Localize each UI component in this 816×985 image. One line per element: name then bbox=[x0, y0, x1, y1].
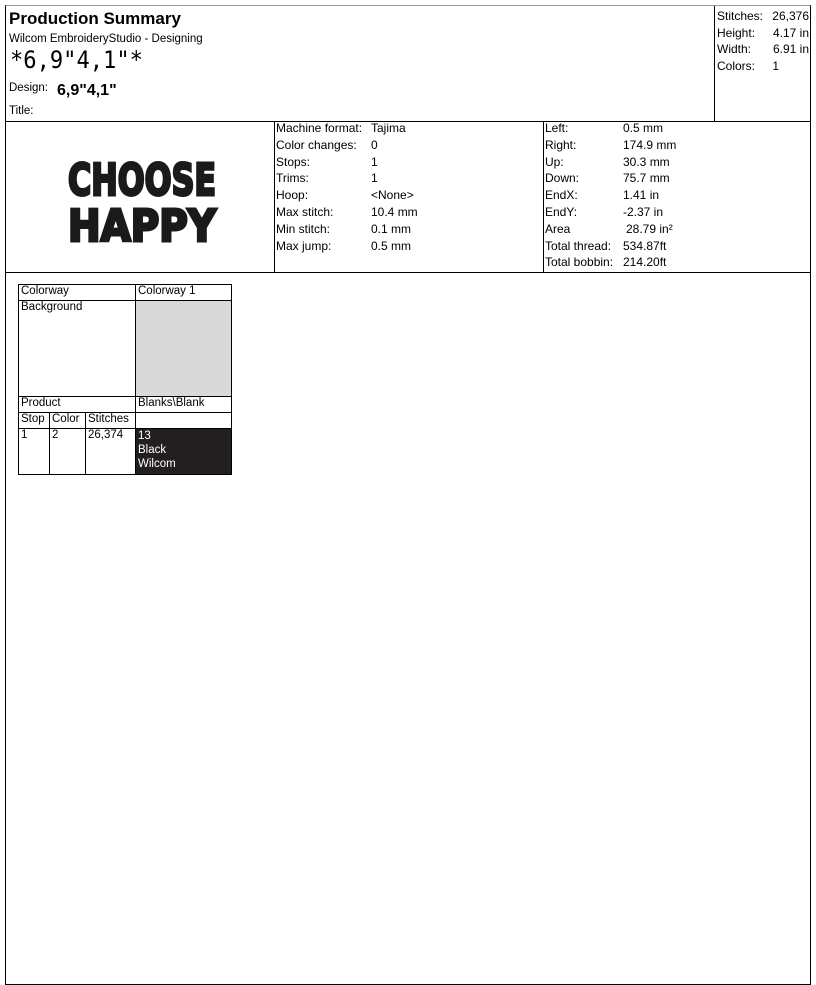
info-row: Max stitch: 10.4 mm bbox=[276, 204, 418, 219]
column-header: Stop bbox=[19, 413, 50, 429]
design-name: 6,9"4,1" bbox=[57, 82, 117, 99]
stats-divider bbox=[714, 6, 715, 122]
background-label: Background bbox=[19, 301, 136, 397]
extents-info bbox=[545, 120, 676, 271]
info-row: Color changes: 0 bbox=[276, 137, 378, 152]
stats-box bbox=[717, 8, 809, 74]
background-swatch bbox=[136, 301, 232, 397]
column-header-empty bbox=[136, 413, 232, 429]
production-summary-page bbox=[5, 5, 811, 985]
stat-width: Width: 6.91 in bbox=[717, 42, 809, 56]
table-row bbox=[19, 429, 232, 475]
machine-info bbox=[276, 120, 418, 254]
product-row bbox=[19, 397, 232, 413]
colorway-table bbox=[18, 284, 232, 475]
stat-colors: Colors: 1 bbox=[717, 58, 779, 73]
stop-cell: 1 bbox=[19, 429, 50, 475]
stitches-cell: 26,374 bbox=[86, 429, 136, 475]
product-label: Product bbox=[19, 397, 136, 413]
extent-row: Left: 0.5 mm bbox=[545, 121, 664, 135]
extent-row: Total bobbin: 214.20ft bbox=[545, 255, 667, 270]
report-title: Production Summary bbox=[9, 9, 181, 28]
info-row: Max jump: 0.5 mm bbox=[276, 238, 412, 253]
info-row: Trims: 1 bbox=[276, 171, 378, 186]
colorway-name: Colorway 1 bbox=[136, 285, 232, 301]
extent-row: Down: 75.7 mm bbox=[545, 171, 670, 186]
extent-row: Area 28.79 in² bbox=[545, 221, 673, 236]
stat-height: Height: 4.17 in bbox=[717, 25, 809, 40]
thumb-line-2: HAPPY bbox=[68, 201, 218, 252]
product-value: Blanks\Blank bbox=[136, 397, 232, 413]
column-header: Color bbox=[50, 413, 86, 429]
info-row: Min stitch: 0.1 mm bbox=[276, 221, 412, 236]
thumb-divider bbox=[274, 121, 275, 273]
info-row: Stops: 1 bbox=[276, 154, 378, 169]
column-header-row bbox=[19, 413, 232, 429]
extent-row: Total thread: 534.87ft bbox=[545, 238, 667, 253]
software-name: Wilcom EmbroideryStudio - Designing bbox=[9, 33, 203, 45]
info-row: Machine format: Tajima bbox=[276, 121, 406, 135]
design-barcode: *6,9"4,1"* bbox=[10, 46, 143, 74]
thread-code: 13 bbox=[138, 430, 151, 442]
extent-row: EndY: -2.37 in bbox=[545, 204, 664, 219]
extent-row: EndX: 1.41 in bbox=[545, 188, 660, 203]
extent-row: Right: 174.9 mm bbox=[545, 137, 677, 152]
background-row bbox=[19, 301, 232, 397]
extents-divider bbox=[543, 121, 544, 273]
thumb-line-1: CHOOSE bbox=[68, 155, 216, 206]
thread-name: Black bbox=[138, 444, 167, 456]
stat-stitches: Stitches: 26,376 bbox=[717, 9, 809, 23]
design-label: Design: bbox=[9, 82, 48, 94]
colorway-label: Colorway bbox=[19, 285, 136, 301]
design-thumbnail bbox=[64, 151, 220, 252]
thread-swatch bbox=[136, 429, 232, 475]
title-label: Title: bbox=[9, 105, 34, 117]
colorway-header-row bbox=[19, 285, 232, 301]
column-header: Stitches bbox=[86, 413, 136, 429]
info-divider bbox=[6, 272, 810, 273]
color-cell: 2 bbox=[50, 429, 86, 475]
extent-row: Up: 30.3 mm bbox=[545, 154, 670, 169]
info-row: Hoop: <None> bbox=[276, 188, 414, 203]
thread-brand: Wilcom bbox=[138, 458, 176, 470]
